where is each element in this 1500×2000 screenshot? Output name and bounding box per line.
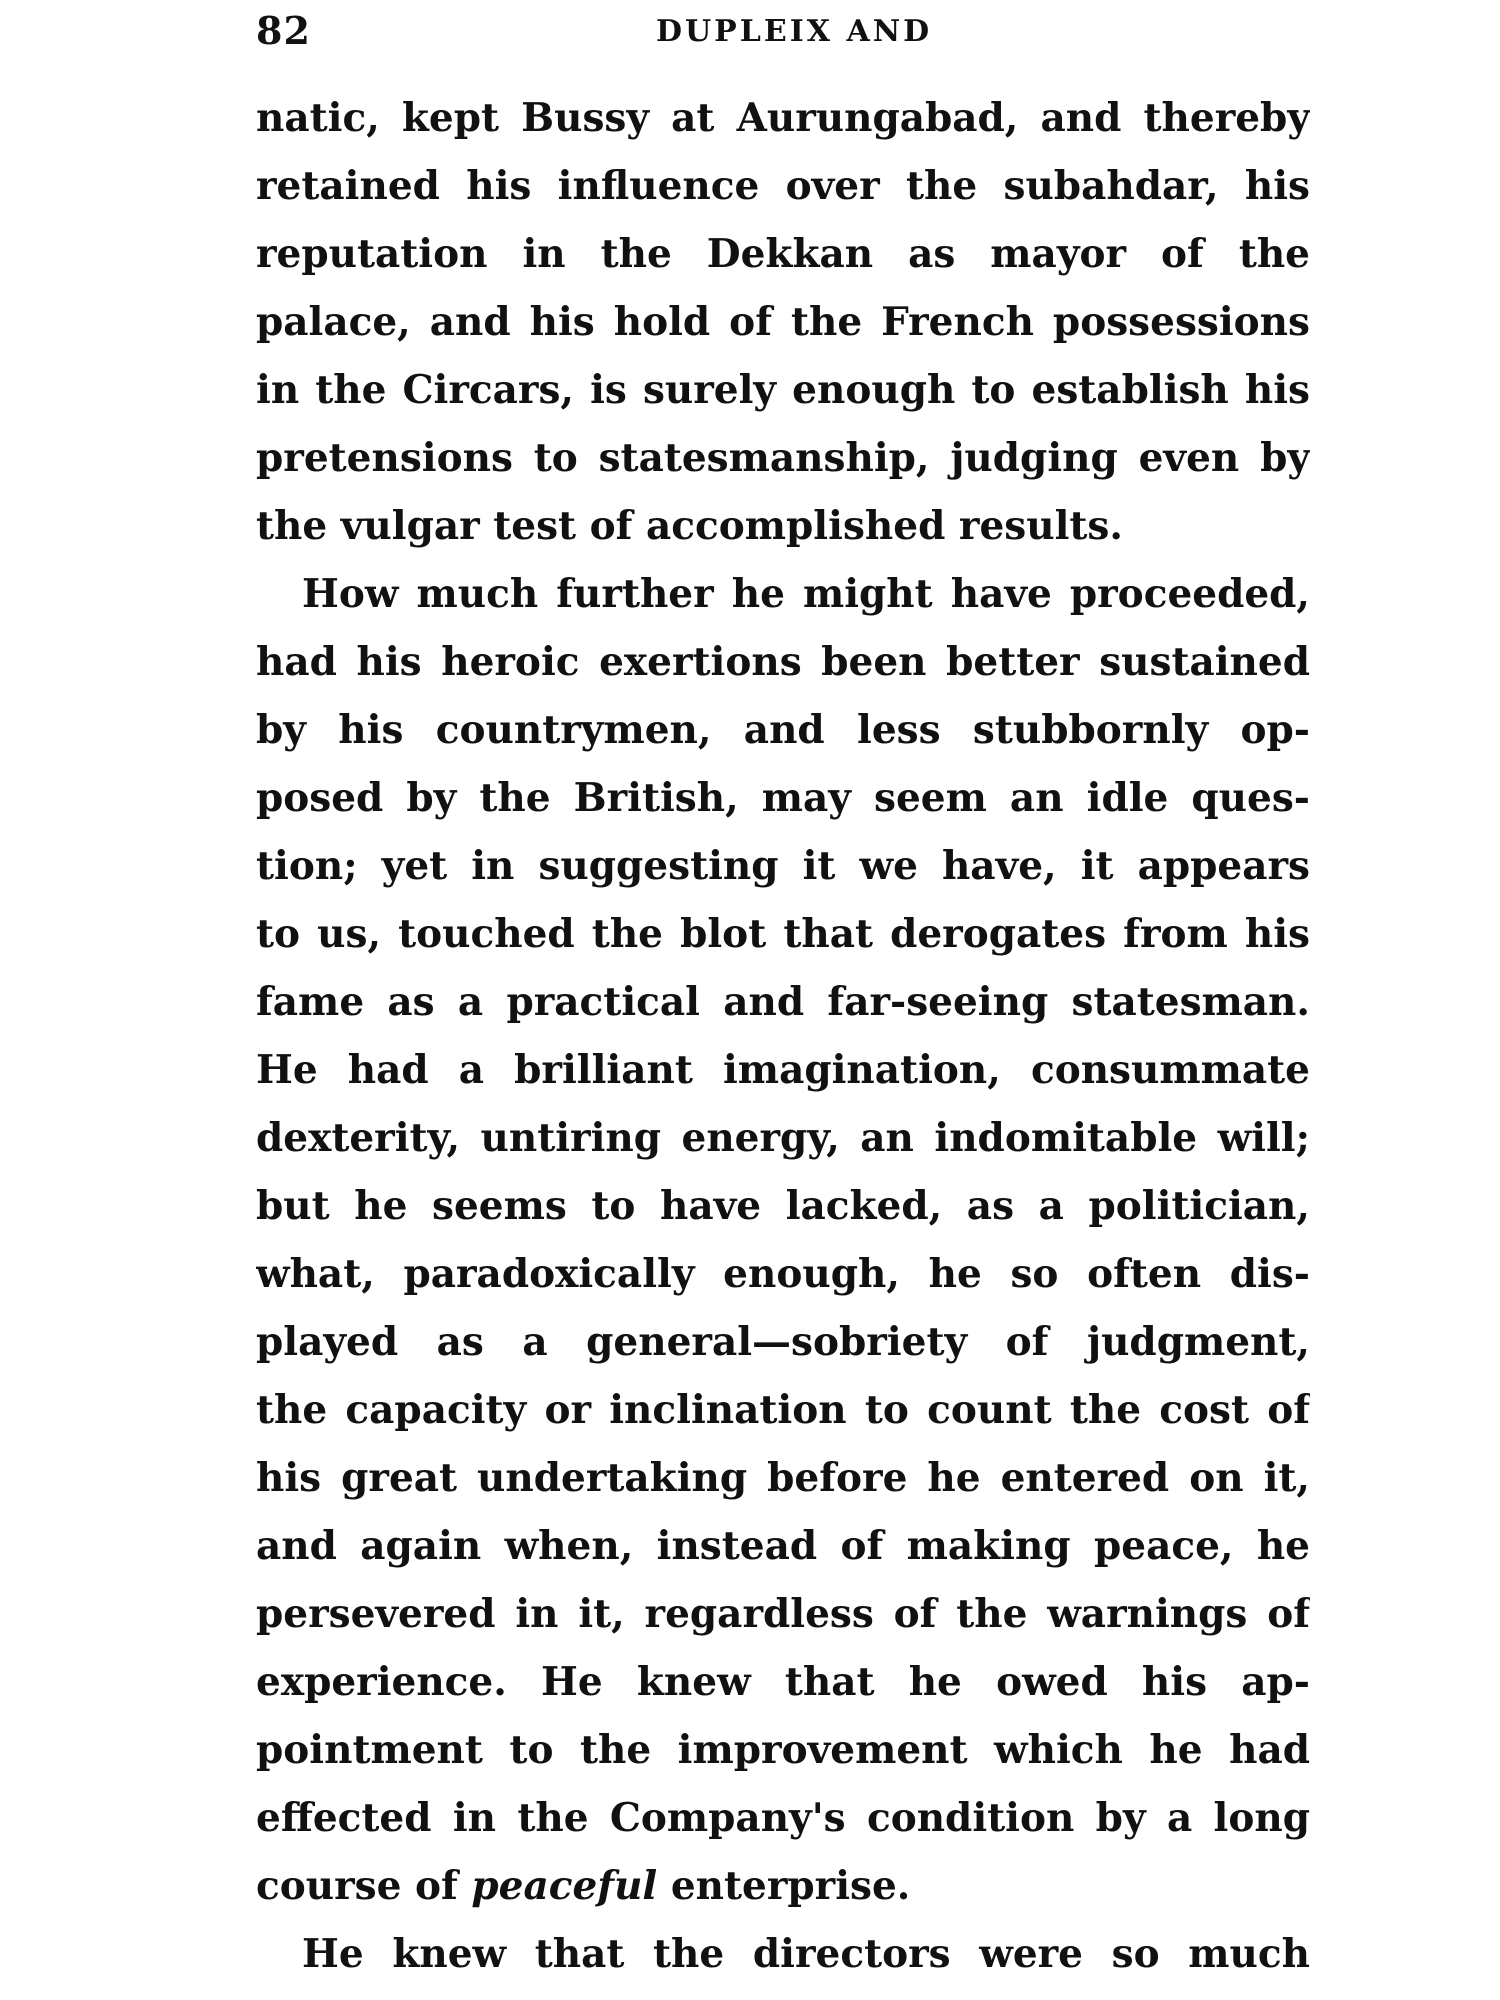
text-line: How much further he might have proceeded, bbox=[302, 571, 1310, 617]
text-line: played as a general—sobriety of judgment, bbox=[256, 1319, 1310, 1365]
text-line: experience. He knew that he owed his ap- bbox=[256, 1659, 1310, 1705]
text-line: pretensions to statesmanship, judging even by bbox=[256, 435, 1310, 481]
text-line: persevered in it, regardless of the warnings of bbox=[256, 1591, 1310, 1637]
paragraph-1 bbox=[256, 84, 1310, 560]
text-line: the vulgar test of accomplished results. bbox=[256, 503, 1123, 549]
text-line: effected in the Company's condition by a long bbox=[256, 1795, 1310, 1841]
text-line: in the Circars, is surely enough to establish his bbox=[256, 367, 1310, 413]
page-number: 82 bbox=[256, 8, 311, 53]
text-line: fame as a practical and far-seeing statesman. bbox=[256, 979, 1310, 1025]
text-line: what, paradoxically enough, he so often dis- bbox=[256, 1251, 1310, 1297]
closing-text-italic: peaceful bbox=[471, 1863, 658, 1909]
text-line: palace, and his hold of the French possessions bbox=[256, 299, 1310, 345]
text-line: natic, kept Bussy at Aurungabad, and thereby bbox=[256, 95, 1310, 141]
text-line: pointment to the improvement which he had bbox=[256, 1727, 1310, 1773]
running-head bbox=[256, 8, 1310, 52]
text-line-closing bbox=[256, 1852, 1310, 1920]
closing-text-before: course of bbox=[256, 1863, 472, 1909]
text-line: dexterity, untiring energy, an indomitable will; bbox=[256, 1115, 1310, 1161]
text-line: by his countrymen, and less stubbornly op- bbox=[256, 707, 1310, 753]
paragraph-2 bbox=[256, 560, 1310, 1920]
text-line: He knew that the directors were so much bbox=[302, 1931, 1310, 1977]
text-line: to us, touched the blot that derogates from his bbox=[256, 911, 1310, 957]
running-title: DUPLEIX AND bbox=[656, 14, 933, 49]
text-line: and again when, instead of making peace, he bbox=[256, 1523, 1310, 1569]
text-line: He had a brilliant imagination, consummate bbox=[256, 1047, 1310, 1093]
text-line: reputation in the Dekkan as mayor of the bbox=[256, 231, 1310, 277]
text-line: but he seems to have lacked, as a politician, bbox=[256, 1183, 1310, 1229]
text-line: his great undertaking before he entered on it, bbox=[256, 1455, 1310, 1501]
body-text bbox=[256, 84, 1310, 1988]
text-line: tion; yet in suggesting it we have, it appears bbox=[256, 843, 1310, 889]
text-line: retained his influence over the subahdar, his bbox=[256, 163, 1310, 209]
paragraph-3 bbox=[256, 1920, 1310, 1988]
text-line: had his heroic exertions been better sustained bbox=[256, 639, 1310, 685]
text-line: the capacity or inclination to count the cost of bbox=[256, 1387, 1310, 1433]
closing-text-after: enterprise. bbox=[657, 1863, 911, 1909]
text-line: posed by the British, may seem an idle ques- bbox=[256, 775, 1310, 821]
